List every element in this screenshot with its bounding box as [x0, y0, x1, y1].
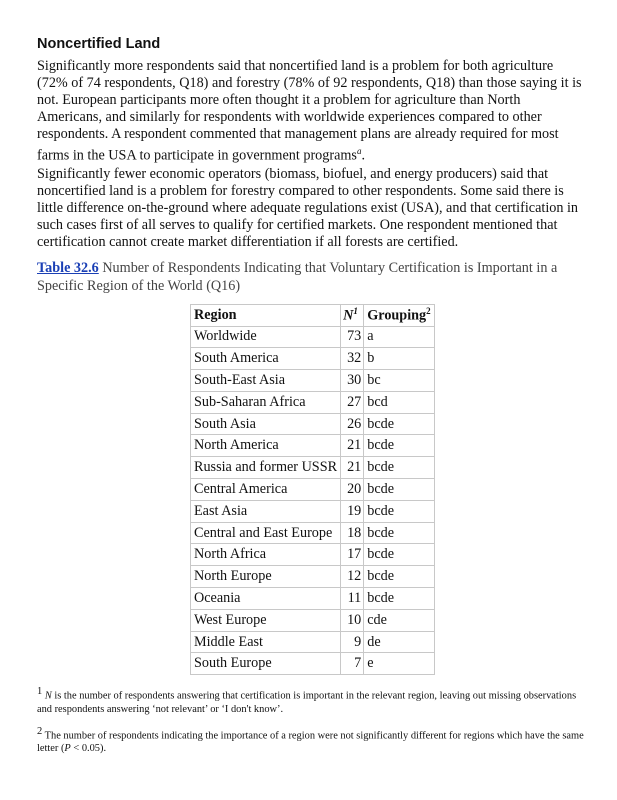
table-row: [191, 391, 435, 413]
footnote-2: [37, 725, 587, 756]
footnote-2-mark: 2: [37, 725, 43, 737]
cell-n: 30: [341, 370, 364, 392]
cell-grouping: bc: [364, 370, 434, 392]
table-row: [191, 413, 435, 435]
cell-grouping: e: [364, 653, 434, 675]
section-heading: Noncertified Land: [37, 36, 161, 52]
cell-region: Worldwide: [191, 326, 341, 348]
header-region: Region: [191, 304, 341, 326]
cell-n: 9: [341, 631, 364, 653]
footnote-2-text: The number of respondents indicating the importance of a region were not significantly different for regions which have the same letter (: [37, 730, 584, 755]
cell-grouping: a: [364, 326, 434, 348]
cell-n: 11: [341, 588, 364, 610]
header-grouping-sup: 2: [426, 305, 431, 316]
cell-n: 18: [341, 522, 364, 544]
table-row: [191, 631, 435, 653]
footnote-1-var: N: [44, 690, 52, 702]
table-row: [191, 479, 435, 501]
header-grouping: [364, 304, 434, 326]
table-row: [191, 588, 435, 610]
cell-grouping: cde: [364, 609, 434, 631]
footnote-1: [37, 685, 587, 716]
note-marker: a: [356, 145, 362, 156]
cell-region: South America: [191, 348, 341, 370]
cell-region: Central America: [191, 479, 341, 501]
cell-n: 73: [341, 326, 364, 348]
header-n-label: N: [343, 307, 354, 324]
cell-n: 12: [341, 566, 364, 588]
cell-region: East Asia: [191, 500, 341, 522]
footnote-2-var: P: [64, 743, 71, 755]
regions-table: [190, 304, 435, 676]
cell-n: 32: [341, 348, 364, 370]
table-row: [191, 566, 435, 588]
table-caption: [37, 259, 587, 295]
cell-region: North Africa: [191, 544, 341, 566]
table-row: [191, 653, 435, 675]
cell-n: 21: [341, 457, 364, 479]
cell-n: 10: [341, 609, 364, 631]
header-n: [341, 304, 364, 326]
cell-grouping: de: [364, 631, 434, 653]
paragraph-1-end: .: [361, 147, 365, 164]
cell-grouping: bcde: [364, 413, 434, 435]
footnotes: [37, 685, 587, 756]
cell-grouping: bcde: [364, 457, 434, 479]
cell-region: South Asia: [191, 413, 341, 435]
cell-grouping: bcd: [364, 391, 434, 413]
cell-n: 20: [341, 479, 364, 501]
footnote-1-text: is the number of respondents answering that certification is important in the relevant region, leaving out missing observations and respondents answering ‘not relevant’ or ‘I don't know’.: [37, 690, 577, 716]
table-caption-text: Number of Respondents Indicating that Voluntary Certification is Important in a Specific Region of the World (Q16): [37, 259, 558, 294]
cell-region: Oceania: [191, 588, 341, 610]
table-header-row: [191, 304, 435, 326]
cell-grouping: b: [364, 348, 434, 370]
cell-grouping: bcde: [364, 500, 434, 522]
table-row: [191, 370, 435, 392]
cell-region: Middle East: [191, 631, 341, 653]
document-page: [37, 36, 587, 764]
table-row: [191, 348, 435, 370]
cell-grouping: bcde: [364, 522, 434, 544]
cell-n: 27: [341, 391, 364, 413]
table-row: [191, 500, 435, 522]
cell-grouping: bcde: [364, 435, 434, 457]
footnote-2-end: < 0.05).: [70, 743, 107, 755]
cell-grouping: bcde: [364, 566, 434, 588]
cell-region: Russia and former USSR: [191, 457, 341, 479]
cell-n: 7: [341, 653, 364, 675]
table-row: [191, 326, 435, 348]
cell-region: West Europe: [191, 609, 341, 631]
cell-region: South-East Asia: [191, 370, 341, 392]
table-body: [191, 326, 435, 675]
paragraph-1-text: Significantly more respondents said that noncertified land is a problem for both agriculture (72% of 74 respondents, Q18) and forestry (78% of 92 respondents, Q18) than those saying it is not. European participants more often thought it a problem for agriculture than North Americans, and similarly for respondents with worldwide experiences compared to other respondents. A respondent commented that management plans are already required for most farms in the USA to participate in government programs: [37, 58, 582, 164]
cell-region: Central and East Europe: [191, 522, 341, 544]
cell-n: 19: [341, 500, 364, 522]
cell-grouping: bcde: [364, 588, 434, 610]
cell-grouping: bcde: [364, 544, 434, 566]
cell-grouping: bcde: [364, 479, 434, 501]
table-row: [191, 457, 435, 479]
paragraph-1: [37, 58, 587, 164]
cell-n: 17: [341, 544, 364, 566]
table-link[interactable]: Table 32.6: [37, 259, 99, 276]
header-grouping-label: Grouping: [367, 307, 427, 324]
cell-region: North America: [191, 435, 341, 457]
cell-region: South Europe: [191, 653, 341, 675]
table-row: [191, 609, 435, 631]
header-n-sup: 1: [353, 305, 358, 316]
cell-n: 26: [341, 413, 364, 435]
cell-region: North Europe: [191, 566, 341, 588]
paragraph-2: Significantly fewer economic operators (biomass, biofuel, and energy producers) said that noncertified land is a problem for forestry compared to other respondents. Some said there is little difference on-the-ground where adequate regulations exist (USA), and that certification in such cases first of all serves to qualify for certified markets. One respondent mentioned that certification cannot create market differentiation if all forests are certified.: [37, 166, 579, 250]
table-row: [191, 544, 435, 566]
cell-region: Sub-Saharan Africa: [191, 391, 341, 413]
table-row: [191, 435, 435, 457]
footnote-1-mark: 1: [37, 686, 43, 698]
cell-n: 21: [341, 435, 364, 457]
table-row: [191, 522, 435, 544]
